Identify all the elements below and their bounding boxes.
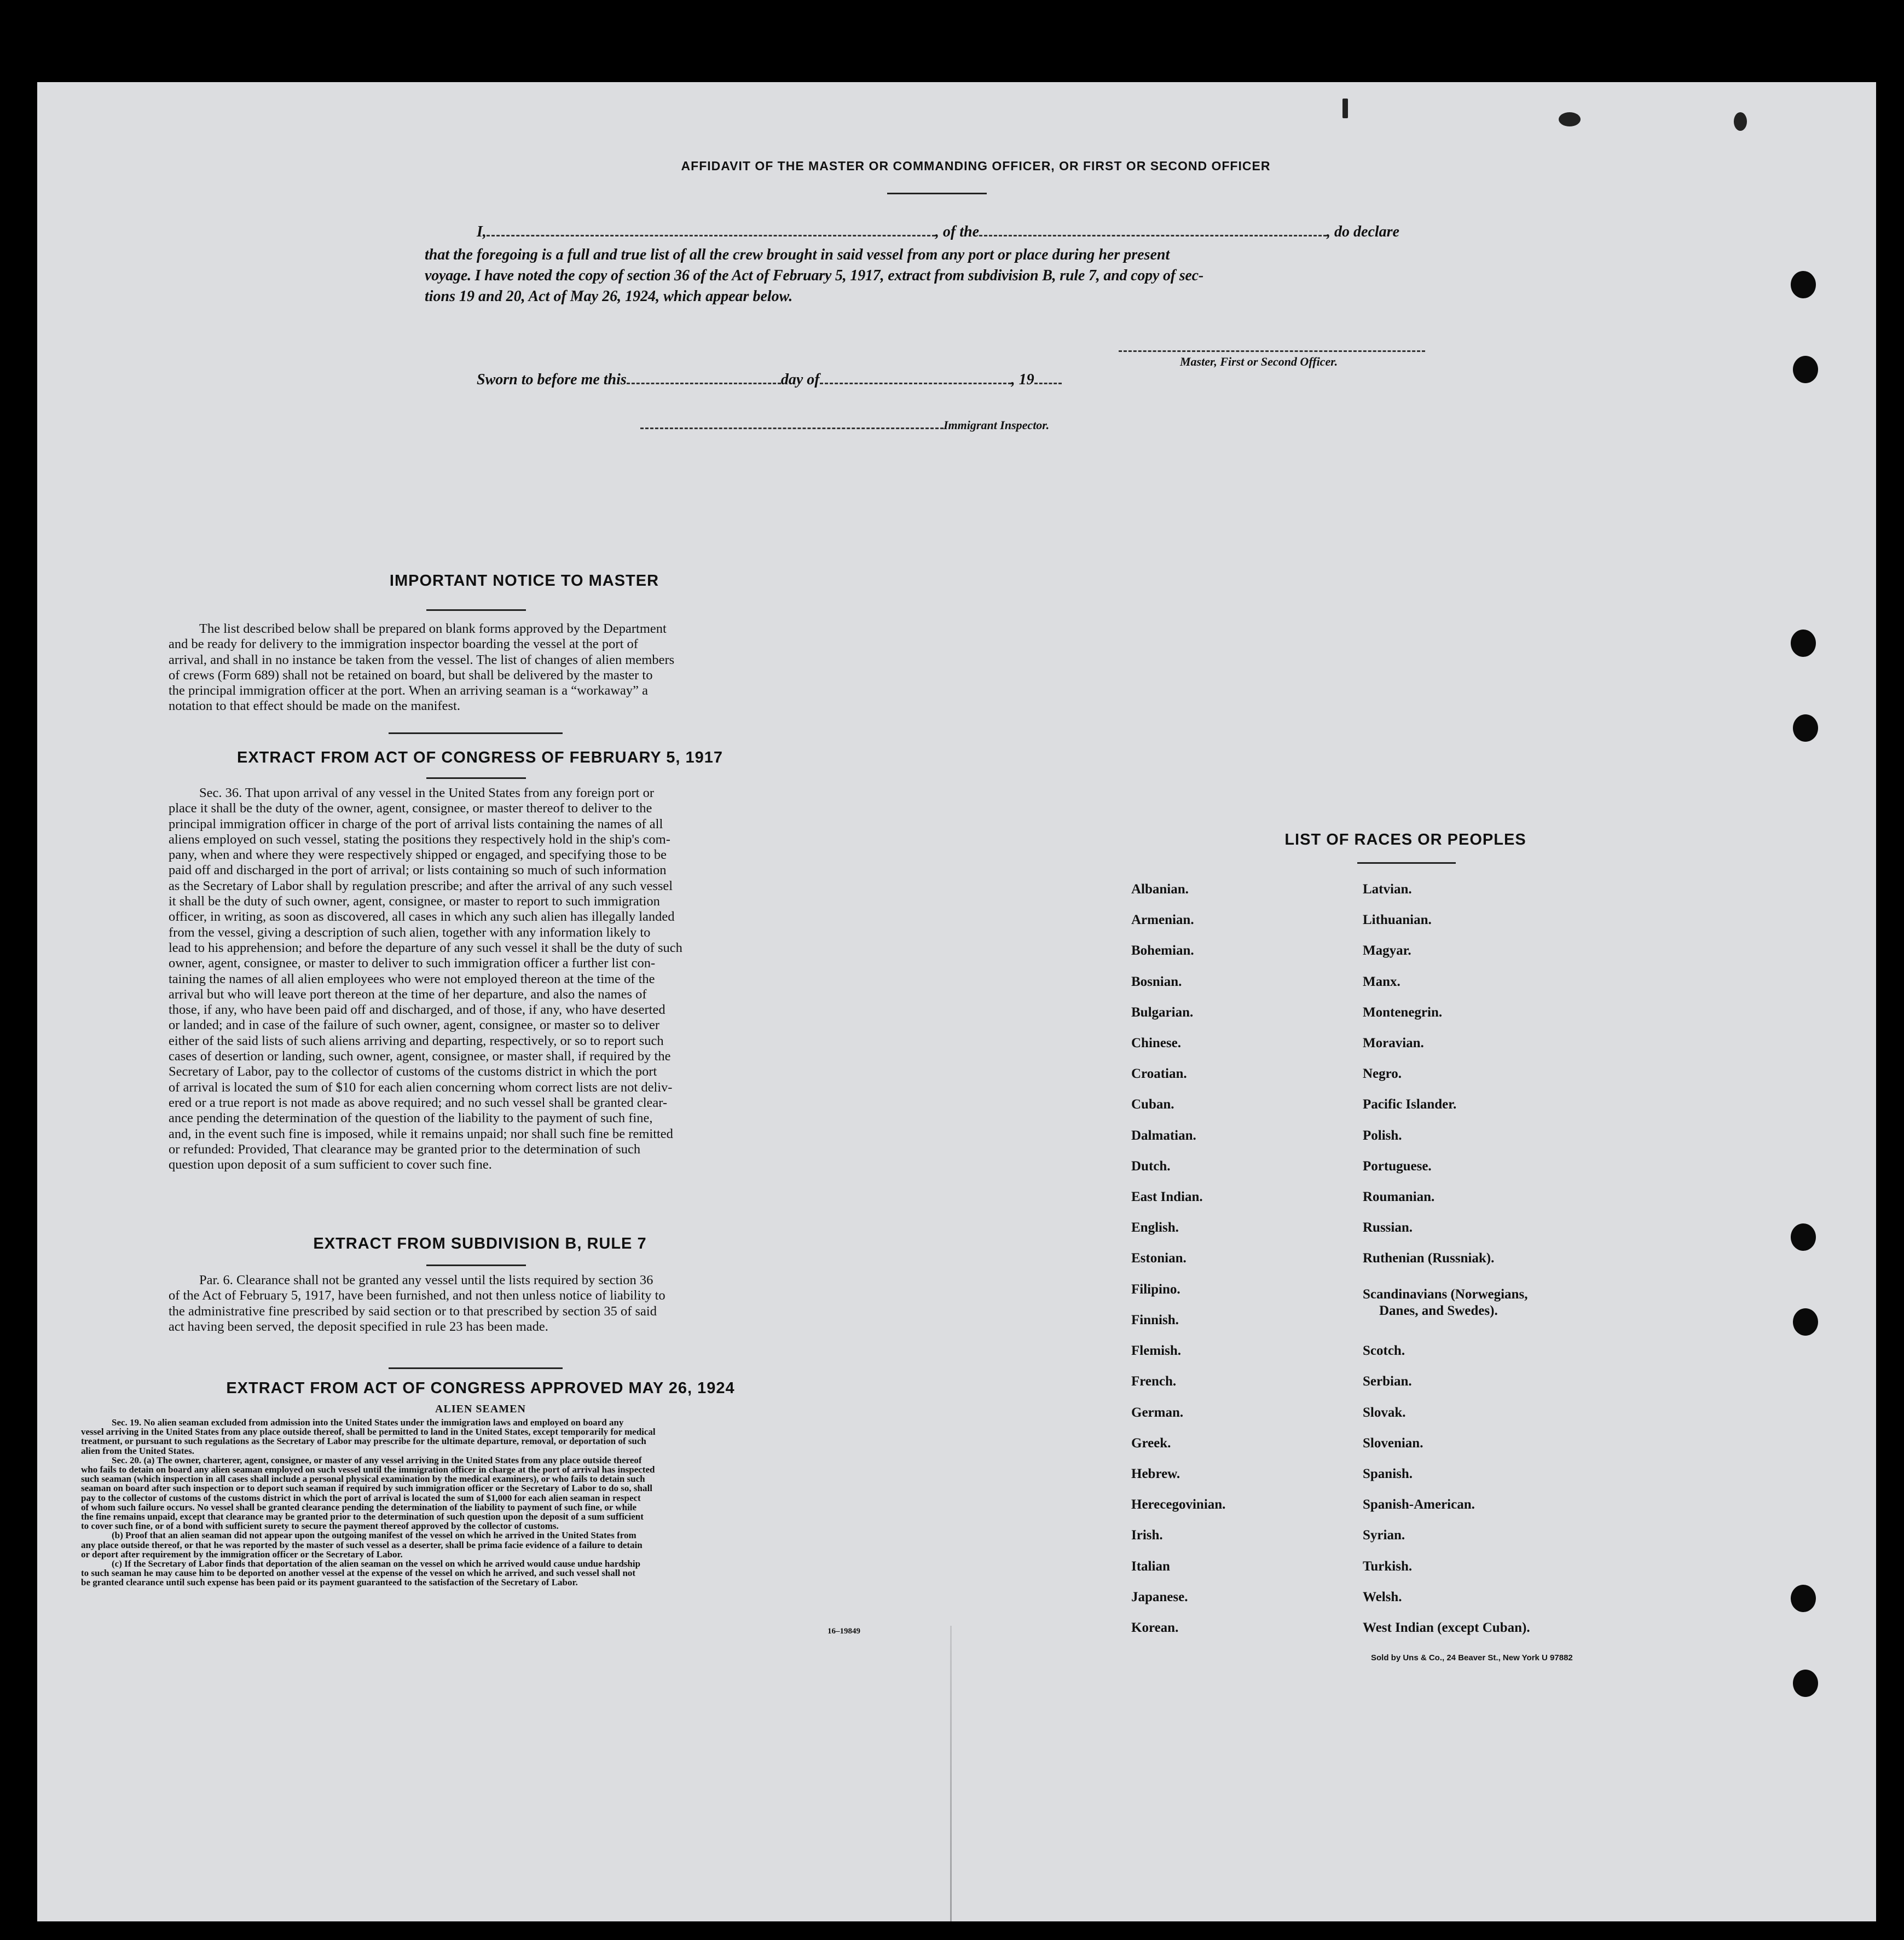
divider — [426, 1265, 526, 1266]
inspector-signature-field[interactable] — [640, 428, 944, 429]
act-1917-line: question upon deposit of a sum sufficient to cover such fine. — [169, 1157, 492, 1173]
act-1924-line: alien from the United States. — [81, 1445, 194, 1456]
act-1924-line: any place outside thereof, or that he was reported by the master of such vessel as a deserter, shall be prima facie evidence of a failure to detain — [81, 1539, 643, 1550]
act-1917-line: Secretary of Labor, pay to the collector of customs of the customs district in which the port — [169, 1064, 657, 1079]
affidavit-line-3: voyage. I have noted the copy of section 36 of the Act of February 5, 1917, extract from subdivision B, rule 7, and copy of sec- — [425, 267, 1203, 284]
act-1917-line: pany, when and where they were respectively shipped or engaged, and specifying those to be — [169, 847, 667, 863]
act-1924-line: vessel arriving in the United States from any place outside thereof, shall be permitted to land in the United States, except temporarily for medical — [81, 1427, 656, 1437]
race-left: Finnish. — [1131, 1313, 1179, 1327]
act-1917-line: those, if any, who have been paid off and discharged, and of those, if any, who have deserted — [169, 1002, 665, 1018]
act-1917-line: ered or a true report is not made as above required; and no such vessel shall be granted clear- — [169, 1095, 668, 1110]
sworn-day-field[interactable] — [627, 383, 781, 384]
act-1924-line: to cover such fine, or of a bond with sufficient surety to secure the payment thereof approved by the collector of customs. — [81, 1521, 559, 1532]
act-1917-line: as the Secretary of Labor shall by regulation prescribe; and after the arrival of any such vessel — [169, 878, 673, 893]
race-left: Cuban. — [1131, 1097, 1174, 1112]
act-1924-line: treatment, or pursuant to such regulations as the Secretary of Labor may prescribe for the ultimate departure, removal, or deportation of such — [81, 1436, 646, 1447]
race-left: Irish. — [1131, 1528, 1163, 1543]
race-left: Armenian. — [1131, 913, 1194, 927]
races-title: LIST OF RACES OR PEOPLES — [1284, 831, 1526, 848]
divider — [389, 732, 563, 734]
i-label: I, — [477, 223, 487, 240]
race-left: Korean. — [1131, 1620, 1179, 1635]
master-name-field[interactable] — [487, 235, 935, 236]
divider — [887, 193, 987, 194]
race-right: Turkish. — [1363, 1559, 1413, 1574]
act-1924-line: (c) If the Secretary of Labor finds that deportation of the alien seaman on the vessel on which he arrived would cause undue hardship — [112, 1558, 641, 1569]
sworn-month-field[interactable] — [820, 383, 1011, 384]
act-1917-paragraph — [169, 786, 791, 1173]
act-1917-line: taining the names of all alien employees who were not employed thereon at the time of the — [169, 971, 655, 986]
rule-7-paragraph — [169, 1273, 791, 1335]
act-1917-line: and, in the event such fine is imposed, while it remains unpaid; nor shall such fine be remitted — [169, 1126, 673, 1141]
sworn-label: Sworn to before me this — [477, 371, 627, 388]
ink-speck — [1734, 112, 1747, 131]
race-left: Estonian. — [1131, 1251, 1187, 1266]
race-right: Manx. — [1363, 974, 1400, 989]
race-left: French. — [1131, 1374, 1177, 1389]
race-left: Croatian. — [1131, 1066, 1187, 1081]
race-right: Danes, and Swedes). — [1379, 1303, 1498, 1318]
year-label: , 19 — [1011, 371, 1034, 388]
notice-title: IMPORTANT NOTICE TO MASTER — [389, 572, 659, 590]
act-1917-line: place it shall be the duty of the owner, agent, consignee, or master thereof to deliver to the — [169, 801, 652, 816]
act-1924-line: who fails to detain on board any alien seaman employed on such vessel until the immigration officer in charge at the port of arrival has inspected — [81, 1464, 655, 1475]
act-1924-line: or deport after requirement by the immigration officer or the Secretary of Labor. — [81, 1549, 403, 1560]
act-1917-line: Sec. 36. That upon arrival of any vessel in the United States from any foreign port or — [199, 786, 654, 800]
act-1917-line: cases of desertion or landing, such owner, agent, consignee, or master shall, if required by the — [169, 1049, 671, 1064]
affidavit-line-4: tions 19 and 20, Act of May 26, 1924, which appear below. — [425, 288, 793, 305]
race-right: Pacific Islander. — [1363, 1097, 1457, 1112]
affidavit-line-2: that the foregoing is a full and true list of all the crew brought in said vessel from any port or place during her present — [425, 246, 1170, 263]
punch-hole — [1791, 1223, 1816, 1251]
vessel-name-field[interactable] — [979, 235, 1327, 236]
divider — [389, 1367, 563, 1369]
race-right: Slovenian. — [1363, 1436, 1423, 1451]
race-right: Portuguese. — [1363, 1159, 1432, 1174]
race-left: Dutch. — [1131, 1159, 1171, 1174]
race-right: Scotch. — [1363, 1343, 1405, 1358]
act-1924-line: Sec. 20. (a) The owner, charterer, agent, consignee, or master of any vessel arriving in the United States from any place outside thereof — [112, 1454, 642, 1465]
act-1924-line: Sec. 19. No alien seaman excluded from admission into the United States under the immigration laws and employed on board any — [112, 1417, 624, 1428]
race-right: Roumanian. — [1363, 1190, 1435, 1204]
divider — [426, 609, 526, 611]
act-1917-line: owner, agent, consignee, or master to deliver to such immigration officer a further list con- — [169, 956, 656, 971]
do-declare-label: , do declare — [1327, 223, 1399, 240]
act-1917-line: it shall be the duty of such owner, agent, consignee, or master to report to such immigration — [169, 894, 660, 909]
race-right: Syrian. — [1363, 1528, 1405, 1543]
act-1917-line: officer, in writing, as soon as discovered, all cases in which any such alien has illegally landed — [169, 909, 675, 925]
race-right: Welsh. — [1363, 1590, 1402, 1604]
divider — [426, 777, 526, 779]
race-left: Japanese. — [1131, 1590, 1188, 1604]
race-right: Serbian. — [1363, 1374, 1412, 1389]
race-right: Moravian. — [1363, 1036, 1424, 1050]
race-left: Dalmatian. — [1131, 1128, 1196, 1143]
notice-paragraph — [169, 621, 791, 714]
race-right: Slovak. — [1363, 1405, 1406, 1420]
race-right: Lithuanian. — [1363, 913, 1432, 927]
act-1924-line: (b) Proof that an alien seaman did not appear upon the outgoing manifest of the vessel on which he arrived in the United States from — [112, 1530, 636, 1541]
master-signature-line[interactable] — [1119, 350, 1425, 352]
divider — [1357, 862, 1456, 864]
race-left: Filipino. — [1131, 1282, 1180, 1297]
race-right: Spanish-American. — [1363, 1497, 1475, 1512]
printer-credit: Sold by Uns & Co., 24 Beaver St., New York U 97882 — [1371, 1653, 1573, 1662]
race-right: Ruthenian (Russniak). — [1363, 1251, 1495, 1266]
act-1917-line: aliens employed on such vessel, stating the positions they respectively hold in the ship's com- — [169, 832, 670, 847]
punch-hole — [1791, 271, 1816, 298]
form-sheet — [37, 82, 1876, 1921]
notice-line: and be ready for delivery to the immigration inspector boarding the vessel at the port of — [169, 637, 638, 652]
act-1917-line: ance pending the determination of the question of the liability to the payment of such fine, — [169, 1111, 653, 1126]
act-1917-line: arrival but who will leave port thereon at the time of her departure, and also the names of — [169, 986, 647, 1002]
race-right: Scandinavians (Norwegians, — [1363, 1287, 1528, 1302]
notice-line: The list described below shall be prepared on blank forms approved by the Department — [199, 621, 667, 636]
race-left: English. — [1131, 1220, 1179, 1235]
affidavit-title: AFFIDAVIT OF THE MASTER OR COMMANDING OFFICER, OR FIRST OR SECOND OFFICER — [681, 159, 1271, 173]
inspector-line — [640, 418, 1049, 432]
inspector-label: Immigrant Inspector. — [944, 418, 1050, 432]
race-right: Spanish. — [1363, 1466, 1413, 1481]
act-1924-paragraph — [81, 1418, 914, 1587]
race-left: German. — [1131, 1405, 1184, 1420]
race-right: Magyar. — [1363, 943, 1411, 958]
rule-7-line: Par. 6. Clearance shall not be granted any vessel until the lists required by section 36 — [199, 1273, 653, 1287]
act-1924-line: pay to the collector of customs of the customs district in which the port of arrival is located the sum of $1,000 for each alien seaman in respect — [81, 1492, 641, 1503]
fold-crease — [950, 1626, 952, 1921]
act-1917-line: principal immigration officer in charge of the port of arrival lists containing the names of all — [169, 816, 663, 832]
race-left: Albanian. — [1131, 882, 1189, 897]
act-1924-line: be granted clearance until such expense has been paid or its payment guaranteed to the satisfaction of the Secretary of Labor. — [81, 1577, 578, 1588]
affidavit-line-1 — [477, 223, 1399, 241]
notice-line: the principal immigration officer at the port. When an arriving seaman is a “workaway” a — [169, 683, 649, 698]
notice-line: notation to that effect should be made on the manifest. — [169, 698, 460, 714]
act-1924-line: seaman on board after such inspection or to deport such seaman if required by such immigration officer or the Secretary of Labor to do so, shall — [81, 1483, 652, 1494]
race-left: Bosnian. — [1131, 974, 1182, 989]
punch-hole — [1793, 356, 1818, 383]
race-left: Chinese. — [1131, 1036, 1181, 1050]
race-left: East Indian. — [1131, 1190, 1203, 1204]
act-1917-title: EXTRACT FROM ACT OF CONGRESS OF FEBRUARY 5, 1917 — [236, 749, 724, 766]
race-right: Polish. — [1363, 1128, 1402, 1143]
ink-speck — [1342, 99, 1348, 118]
act-1917-line: of arrival is located the sum of $10 for each alien concerning whom correct lists are not deliv- — [169, 1079, 673, 1095]
day-of-label: day of — [780, 371, 820, 388]
race-left: Bohemian. — [1131, 943, 1194, 958]
race-left: Bulgarian. — [1131, 1005, 1194, 1020]
act-1924-line: the fine remains unpaid, except that clearance may be granted prior to the determination of such question upon the deposit of a sum sufficient — [81, 1511, 644, 1522]
punch-hole — [1793, 1670, 1818, 1697]
rule-7-line: of the Act of February 5, 1917, have been furnished, and not then unless notice of liability to — [169, 1288, 665, 1303]
race-left: Herecegovinian. — [1131, 1497, 1226, 1512]
race-right: Montenegrin. — [1363, 1005, 1443, 1020]
act-1917-line: lead to his apprehension; and before the departure of any such vessel it shall be the duty of such — [169, 940, 682, 955]
race-left: Flemish. — [1131, 1343, 1181, 1358]
race-left: Hebrew. — [1131, 1466, 1180, 1481]
notice-line: of crews (Form 689) shall not be retained on board, but shall be delivered by the master to — [169, 667, 653, 683]
race-right: Russian. — [1363, 1220, 1413, 1235]
act-1917-line: paid off and discharged in the port of arrival; or lists containing so much of such information — [169, 863, 667, 878]
rule-7-line: act having been served, the deposit specified in rule 23 has been made. — [169, 1319, 548, 1334]
sworn-line — [477, 371, 1062, 389]
race-right: Negro. — [1363, 1066, 1402, 1081]
punch-hole — [1791, 1585, 1816, 1612]
act-1917-line: from the vessel, giving a description of such alien, together with any information likely to — [169, 925, 651, 940]
form-number: 16–19849 — [827, 1627, 860, 1636]
act-1924-subtitle: ALIEN SEAMEN — [435, 1403, 526, 1415]
race-right: Latvian. — [1363, 882, 1412, 897]
punch-hole — [1793, 714, 1818, 742]
of-the-label: , of the — [935, 223, 980, 240]
race-right: West Indian (except Cuban). — [1363, 1620, 1530, 1635]
act-1917-line: either of the said lists of such aliens arriving and departing, respectively, or so to report such — [169, 1033, 664, 1048]
sworn-year-field[interactable] — [1034, 383, 1062, 384]
act-1924-line: of whom such failure occurs. No vessel shall be granted clearance pending the determination of the liability to payment of such fine, or while — [81, 1502, 637, 1512]
punch-hole — [1791, 630, 1816, 657]
act-1924-line: to such seaman he may cause him to be deported on another vessel at the expense of the vessel on which he arrived, and such vessel shall not — [81, 1568, 636, 1579]
rule-7-title: EXTRACT FROM SUBDIVISION B, RULE 7 — [313, 1235, 647, 1252]
act-1924-line: such seaman (which inspection in all cases shall include a personal physical examination by the medical examiners), or who fails to detain such — [81, 1474, 645, 1485]
race-left: Italian — [1131, 1559, 1170, 1574]
master-signature-label: Master, First or Second Officer. — [1180, 355, 1338, 368]
punch-hole — [1793, 1308, 1818, 1336]
act-1917-line: or refunded: Provided, That clearance may be granted prior to the determination of such — [169, 1141, 641, 1157]
rule-7-line: the administrative fine prescribed by said section or to that prescribed by section 35 of said — [169, 1303, 657, 1319]
race-left: Greek. — [1131, 1436, 1171, 1451]
act-1917-line: or landed; and in case of the failure of such owner, agent, consignee, or master so to deliver — [169, 1018, 660, 1033]
act-1924-title: EXTRACT FROM ACT OF CONGRESS APPROVED MAY 26, 1924 — [226, 1379, 735, 1397]
ink-speck — [1559, 112, 1581, 126]
notice-line: arrival, and shall in no instance be taken from the vessel. The list of changes of alien members — [169, 652, 675, 667]
